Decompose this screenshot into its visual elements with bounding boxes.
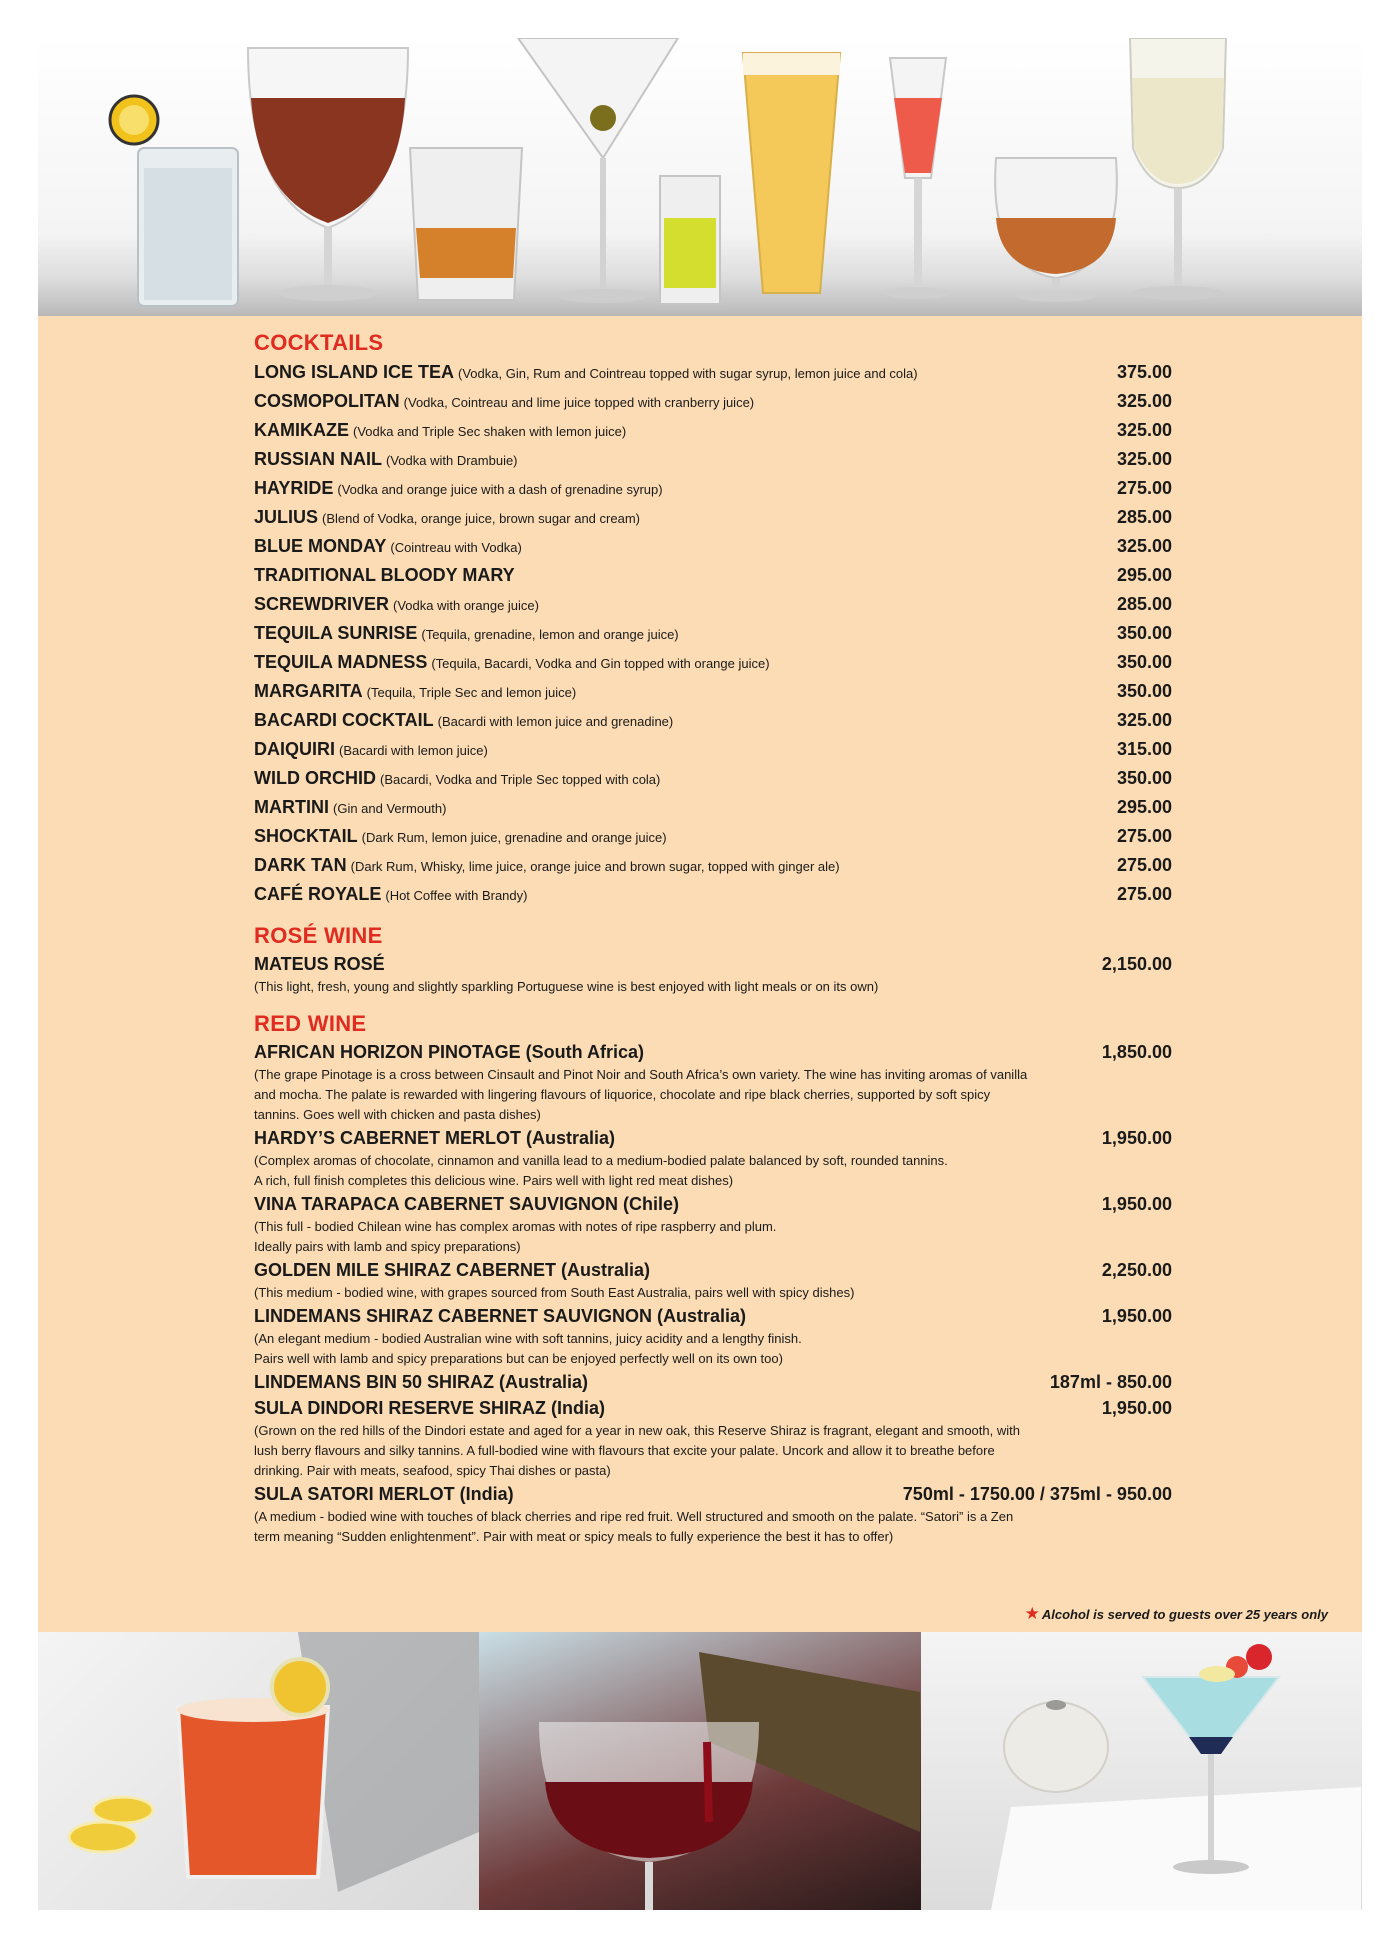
- cocktail-name: TEQUILA MADNESS: [254, 652, 428, 672]
- cocktail-item: [254, 677, 1172, 706]
- wine-description-line: (The grape Pinotage is a cross between Cinsault and Pinot Noir and South Africa’s own variety. The wine has inviting aromas of vanilla: [254, 1067, 1028, 1082]
- cocktail-name: SHOCKTAIL: [254, 826, 358, 846]
- cocktail-description: (Gin and Vermouth): [333, 801, 447, 816]
- cocktail-item: [254, 387, 1172, 416]
- wine-name: SULA DINDORI RESERVE SHIRAZ (India): [254, 1398, 606, 1418]
- cocktail-name: JULIUS: [254, 507, 319, 527]
- menu-content: [254, 328, 1172, 1547]
- cocktail-description: (Cointreau with Vodka): [390, 540, 522, 555]
- cocktail-price: 325.00: [1116, 536, 1172, 556]
- wine-header: [254, 1481, 1172, 1507]
- cocktail-description: (Bacardi, Vodka and Triple Sec topped with cola): [379, 772, 661, 787]
- wine-price: 2,150.00: [1101, 954, 1172, 974]
- age-notice-text: Alcohol is served to guests over 25 years only: [1041, 1607, 1328, 1622]
- cocktail-price: 350.00: [1116, 623, 1172, 643]
- cocktail-item: [254, 619, 1172, 648]
- cocktail-text: [254, 590, 539, 620]
- wine-header: [254, 1125, 1172, 1151]
- wine-description-line: Pairs well with lamb and spicy preparations but can be enjoyed perfectly well on its own too): [254, 1351, 783, 1366]
- cocktail-price: 325.00: [1116, 420, 1172, 440]
- wine-item: [254, 1481, 1172, 1547]
- cocktail-price: 325.00: [1116, 391, 1172, 411]
- wine-price: 750ml - 1750.00 / 375ml - 950.00: [902, 1484, 1172, 1504]
- wine-name: MATEUS ROSÉ: [254, 954, 385, 974]
- wine-price: 2,250.00: [1101, 1260, 1172, 1280]
- cocktail-text: [254, 358, 918, 388]
- wine-name: LINDEMANS SHIRAZ CABERNET SAUVIGNON (Australia): [254, 1306, 747, 1326]
- wine-name: LINDEMANS BIN 50 SHIRAZ (Australia): [254, 1372, 589, 1392]
- cocktail-text: [254, 793, 446, 823]
- cocktail-text: [254, 880, 527, 910]
- cocktail-description: (Vodka, Cointreau and lime juice topped with cranberry juice): [403, 395, 755, 410]
- bloody-mary-photo: [38, 1632, 479, 1910]
- cocktail-description: (Dark Rum, lemon juice, grenadine and orange juice): [361, 830, 667, 845]
- wine-header: [254, 1369, 1172, 1395]
- cocktail-price: 350.00: [1116, 681, 1172, 701]
- wine-name: HARDY’S CABERNET MERLOT (Australia): [254, 1128, 616, 1148]
- cocktail-name: COSMOPOLITAN: [254, 391, 400, 411]
- cocktail-item: [254, 822, 1172, 851]
- wine-item: [254, 1395, 1172, 1481]
- wine-item: [254, 1369, 1172, 1395]
- wine-description-line: drinking. Pair with meats, seafood, spicy Thai dishes or pasta): [254, 1463, 611, 1478]
- wine-header: [254, 951, 1172, 977]
- cocktail-item: [254, 561, 1172, 590]
- cocktail-price: 275.00: [1116, 826, 1172, 846]
- cocktail-description: (Vodka, Gin, Rum and Cointreau topped with sugar syrup, lemon juice and cola): [458, 366, 918, 381]
- cocktail-price: 275.00: [1116, 855, 1172, 875]
- cocktail-name: RUSSIAN NAIL: [254, 449, 383, 469]
- cocktail-description: (Tequila, Triple Sec and lemon juice): [366, 685, 577, 700]
- bottom-photo-strip: [38, 1632, 1362, 1910]
- wine-description-line: (This light, fresh, young and slightly sparkling Portuguese wine is best enjoyed with light meals or on its own): [254, 979, 879, 994]
- cocktail-item: [254, 358, 1172, 387]
- wine-description-line: Ideally pairs with lamb and spicy preparations): [254, 1239, 521, 1254]
- cocktail-item: [254, 735, 1172, 764]
- wine-header: [254, 1395, 1172, 1421]
- cocktail-item: [254, 474, 1172, 503]
- cocktail-name: TEQUILA SUNRISE: [254, 623, 418, 643]
- cocktail-list: [254, 358, 1172, 909]
- wine-price: 1,850.00: [1101, 1042, 1172, 1062]
- cocktail-price: 275.00: [1116, 884, 1172, 904]
- cocktail-text: [254, 503, 640, 533]
- cocktail-name: MARGARITA: [254, 681, 363, 701]
- cocktail-description: (Tequila, Bacardi, Vodka and Gin topped with orange juice): [431, 656, 770, 671]
- wine-price: 1,950.00: [1101, 1128, 1172, 1148]
- wine-item: [254, 1303, 1172, 1369]
- cocktail-name: DAIQUIRI: [254, 739, 335, 759]
- wine-item: [254, 951, 1172, 997]
- wine-description-line: term meaning “Sudden enlightenment”. Pair with meat or spicy meals to fully experience the best it has to offer): [254, 1529, 894, 1544]
- cocktail-item: [254, 532, 1172, 561]
- wine-name: VINA TARAPACA CABERNET SAUVIGNON (Chile): [254, 1194, 680, 1214]
- wine-description-line: (This full - bodied Chilean wine has complex aromas with notes of ripe raspberry and plum.: [254, 1219, 777, 1234]
- cocktail-name: BACARDI COCKTAIL: [254, 710, 434, 730]
- cocktail-description: (Vodka and orange juice with a dash of grenadine syrup): [337, 482, 663, 497]
- red-wine-list: [254, 1039, 1172, 1547]
- cocktail-name: MARTINI: [254, 797, 329, 817]
- wine-description-line: and mocha. The palate is rewarded with lingering flavours of liquorice, chocolate and ripe black cherries, supported by soft spicy: [254, 1087, 991, 1102]
- wine-price: 187ml - 850.00: [1049, 1372, 1172, 1392]
- wine-price: 1,950.00: [1101, 1306, 1172, 1326]
- cocktail-text: [254, 619, 679, 649]
- cocktail-item: [254, 648, 1172, 677]
- cocktail-text: [254, 561, 519, 591]
- cocktail-item: [254, 793, 1172, 822]
- cocktail-price: 275.00: [1116, 478, 1172, 498]
- cocktail-text: [254, 445, 518, 475]
- cocktail-name: HAYRIDE: [254, 478, 334, 498]
- cocktail-price: 325.00: [1116, 449, 1172, 469]
- cocktail-price: 375.00: [1116, 362, 1172, 382]
- cocktail-text: [254, 764, 660, 794]
- cocktail-description: (Dark Rum, Whisky, lime juice, orange juice and brown sugar, topped with ginger ale): [350, 859, 840, 874]
- cocktail-description: (Bacardi with lemon juice and grenadine): [437, 714, 674, 729]
- wine-description-line: (This medium - bodied wine, with grapes sourced from South East Australia, pairs well with spicy dishes): [254, 1285, 855, 1300]
- cocktail-text: [254, 851, 840, 881]
- cocktail-name: WILD ORCHID: [254, 768, 376, 788]
- section-title-cocktails: COCKTAILS: [254, 330, 384, 355]
- cocktail-text: [254, 822, 667, 852]
- wine-header: [254, 1257, 1172, 1283]
- cocktail-item: [254, 445, 1172, 474]
- cocktail-description: (Tequila, grenadine, lemon and orange juice): [421, 627, 679, 642]
- cocktail-text: [254, 416, 626, 446]
- cocktail-price: 350.00: [1116, 768, 1172, 788]
- wine-description-line: lush berry flavours and silky tannins. A full-bodied wine with flavours that excite your palate. Uncork and allow it to breathe before: [254, 1443, 995, 1458]
- red-wine-photo: [479, 1632, 920, 1910]
- cocktail-item: [254, 764, 1172, 793]
- cocktail-text: [254, 474, 663, 504]
- cocktail-description: (Vodka with orange juice): [393, 598, 539, 613]
- cocktail-name: TRADITIONAL BLOODY MARY: [254, 565, 515, 585]
- top-glasses-photo: [38, 38, 1362, 316]
- section-title-red-wine: RED WINE: [254, 1011, 367, 1036]
- cocktail-text: [254, 648, 770, 678]
- cocktail-name: DARK TAN: [254, 855, 347, 875]
- wine-item: [254, 1191, 1172, 1257]
- wine-description-line: A rich, full finish completes this delicious wine. Pairs well with light red meat dishes): [254, 1173, 734, 1188]
- section-title-rose-wine: ROSÉ WINE: [254, 923, 383, 948]
- cocktail-item: [254, 880, 1172, 909]
- wine-name: SULA SATORI MERLOT (India): [254, 1484, 514, 1504]
- cocktail-description: (Vodka with Drambuie): [386, 453, 518, 468]
- cocktail-text: [254, 532, 522, 562]
- cocktail-price: 295.00: [1116, 797, 1172, 817]
- cocktail-price: 325.00: [1116, 710, 1172, 730]
- cocktail-price: 295.00: [1116, 565, 1172, 585]
- wine-description-line: (Grown on the red hills of the Dindori estate and aged for a year in new oak, this Reserve Shiraz is fragrant, elegant and smooth, with: [254, 1423, 1020, 1438]
- wine-header: [254, 1191, 1172, 1217]
- wine-header: [254, 1303, 1172, 1329]
- rose-wine-list: [254, 951, 1172, 997]
- wine-price: 1,950.00: [1101, 1398, 1172, 1418]
- cocktail-description: (Blend of Vodka, orange juice, brown sugar and cream): [322, 511, 640, 526]
- wine-description-line: (An elegant medium - bodied Australian wine with soft tannins, juicy acidity and a lengthy finish.: [254, 1331, 802, 1346]
- wine-header: [254, 1039, 1172, 1065]
- cocktail-price: 285.00: [1116, 594, 1172, 614]
- cocktail-text: [254, 706, 673, 736]
- wine-item: [254, 1039, 1172, 1125]
- menu-panel: [38, 316, 1362, 1632]
- cocktail-description: (Bacardi with lemon juice): [339, 743, 488, 758]
- wine-item: [254, 1257, 1172, 1303]
- cocktail-item: [254, 590, 1172, 619]
- star-icon: ★: [1024, 1604, 1040, 1623]
- cocktail-text: [254, 735, 488, 765]
- wine-description-line: (Complex aromas of chocolate, cinnamon and vanilla lead to a medium-bodied palate balanced by soft, rounded tannins.: [254, 1153, 948, 1168]
- cocktail-price: 315.00: [1116, 739, 1172, 759]
- cocktail-item: [254, 416, 1172, 445]
- cocktail-name: LONG ISLAND ICE TEA: [254, 362, 455, 382]
- blue-cocktail-photo: [921, 1632, 1362, 1910]
- wine-description-line: (A medium - bodied wine with touches of black cherries and ripe red fruit. Well structured and smooth on the palate. “Satori” is a Zen: [254, 1509, 1014, 1524]
- cocktail-text: [254, 387, 754, 417]
- cocktail-name: KAMIKAZE: [254, 420, 349, 440]
- cocktail-text: [254, 677, 576, 707]
- cocktail-name: CAFÉ ROYALE: [254, 884, 382, 904]
- wine-description-line: tannins. Goes well with chicken and pasta dishes): [254, 1107, 541, 1122]
- cocktail-price: 350.00: [1116, 652, 1172, 672]
- age-notice: [1025, 1604, 1328, 1624]
- wine-price: 1,950.00: [1101, 1194, 1172, 1214]
- cocktail-item: [254, 851, 1172, 880]
- cocktail-name: SCREWDRIVER: [254, 594, 390, 614]
- cocktail-description: (Vodka and Triple Sec shaken with lemon juice): [353, 424, 627, 439]
- cocktail-item: [254, 503, 1172, 532]
- cocktail-item: [254, 706, 1172, 735]
- wine-name: GOLDEN MILE SHIRAZ CABERNET (Australia): [254, 1260, 651, 1280]
- wine-item: [254, 1125, 1172, 1191]
- cocktail-name: BLUE MONDAY: [254, 536, 387, 556]
- cocktail-description: (Hot Coffee with Brandy): [385, 888, 528, 903]
- cocktail-price: 285.00: [1116, 507, 1172, 527]
- wine-name: AFRICAN HORIZON PINOTAGE (South Africa): [254, 1042, 644, 1062]
